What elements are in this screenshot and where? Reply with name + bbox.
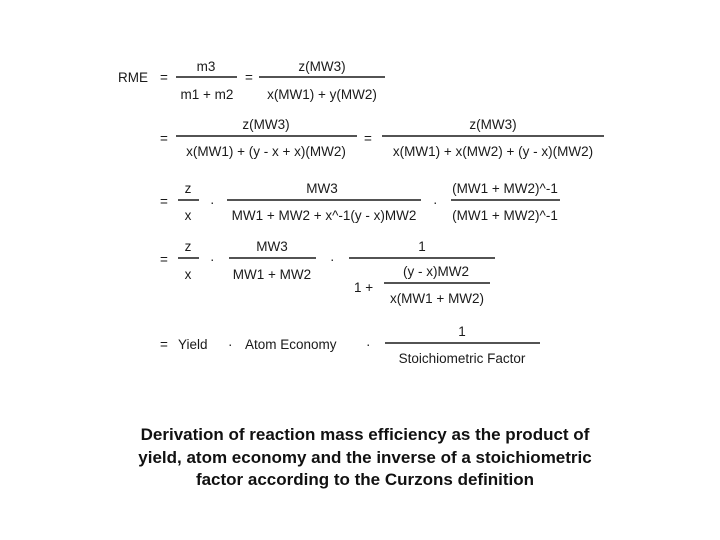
equals-sign: = — [160, 337, 168, 352]
row4-inner-den: x(MW1 + MW2) — [389, 291, 485, 306]
row3-frac2-num: MW3 — [306, 181, 338, 196]
multiplication-dot: · — [366, 337, 371, 352]
figure-caption: Derivation of reaction mass efficiency as the product of yield, atom economy and the inverse of a stoichiometric factor according to the Curzons definition — [138, 425, 592, 489]
row4-frac1-den: x — [184, 267, 192, 282]
row4-frac3-num: 1 — [418, 239, 426, 254]
row3-frac1-den: x — [184, 208, 192, 223]
row2-frac2-num: z(MW3) — [469, 117, 517, 132]
row1-frac1-num: m3 — [196, 59, 216, 74]
row5-frac-den: Stoichiometric Factor — [398, 351, 526, 366]
multiplication-dot: · — [330, 252, 335, 267]
rme-label: RME — [118, 70, 148, 85]
row3-frac1-num: z — [184, 181, 192, 196]
row4-inner-num: (y - x)MW2 — [403, 264, 469, 279]
row2-frac1-num: z(MW3) — [242, 117, 290, 132]
equals-sign: = — [364, 131, 372, 146]
row1-frac2-den: x(MW1) + y(MW2) — [267, 87, 377, 102]
multiplication-dot: · — [228, 337, 233, 352]
equals-sign: = — [160, 70, 168, 85]
row3-frac3-den: (MW1 + MW2)^-1 — [452, 208, 558, 223]
row5-frac-num: 1 — [458, 324, 466, 339]
row4-one-plus: 1 + — [354, 280, 374, 295]
equals-sign: = — [160, 252, 168, 267]
multiplication-dot: · — [210, 252, 215, 267]
row2-frac2-den: x(MW1) + x(MW2) + (y - x)(MW2) — [392, 144, 594, 159]
row3-frac2-den: MW1 + MW2 + x^-1(y - x)MW2 — [231, 208, 417, 223]
atom-economy-term: Atom Economy — [245, 337, 337, 352]
multiplication-dot: · — [433, 195, 438, 210]
multiplication-dot: · — [210, 195, 215, 210]
row1-frac1-den: m1 + m2 — [180, 87, 234, 102]
row3-frac3-num: (MW1 + MW2)^-1 — [452, 181, 558, 196]
equals-sign: = — [160, 131, 168, 146]
yield-term: Yield — [178, 337, 208, 352]
row4-frac2-num: MW3 — [256, 239, 288, 254]
equals-sign: = — [160, 194, 168, 209]
row1-frac2-num: z(MW3) — [298, 59, 346, 74]
row4-frac1-num: z — [184, 239, 192, 254]
row4-frac2-den: MW1 + MW2 — [232, 267, 312, 282]
row2-frac1-den: x(MW1) + (y - x + x)(MW2) — [186, 144, 346, 159]
equals-sign: = — [245, 70, 253, 85]
